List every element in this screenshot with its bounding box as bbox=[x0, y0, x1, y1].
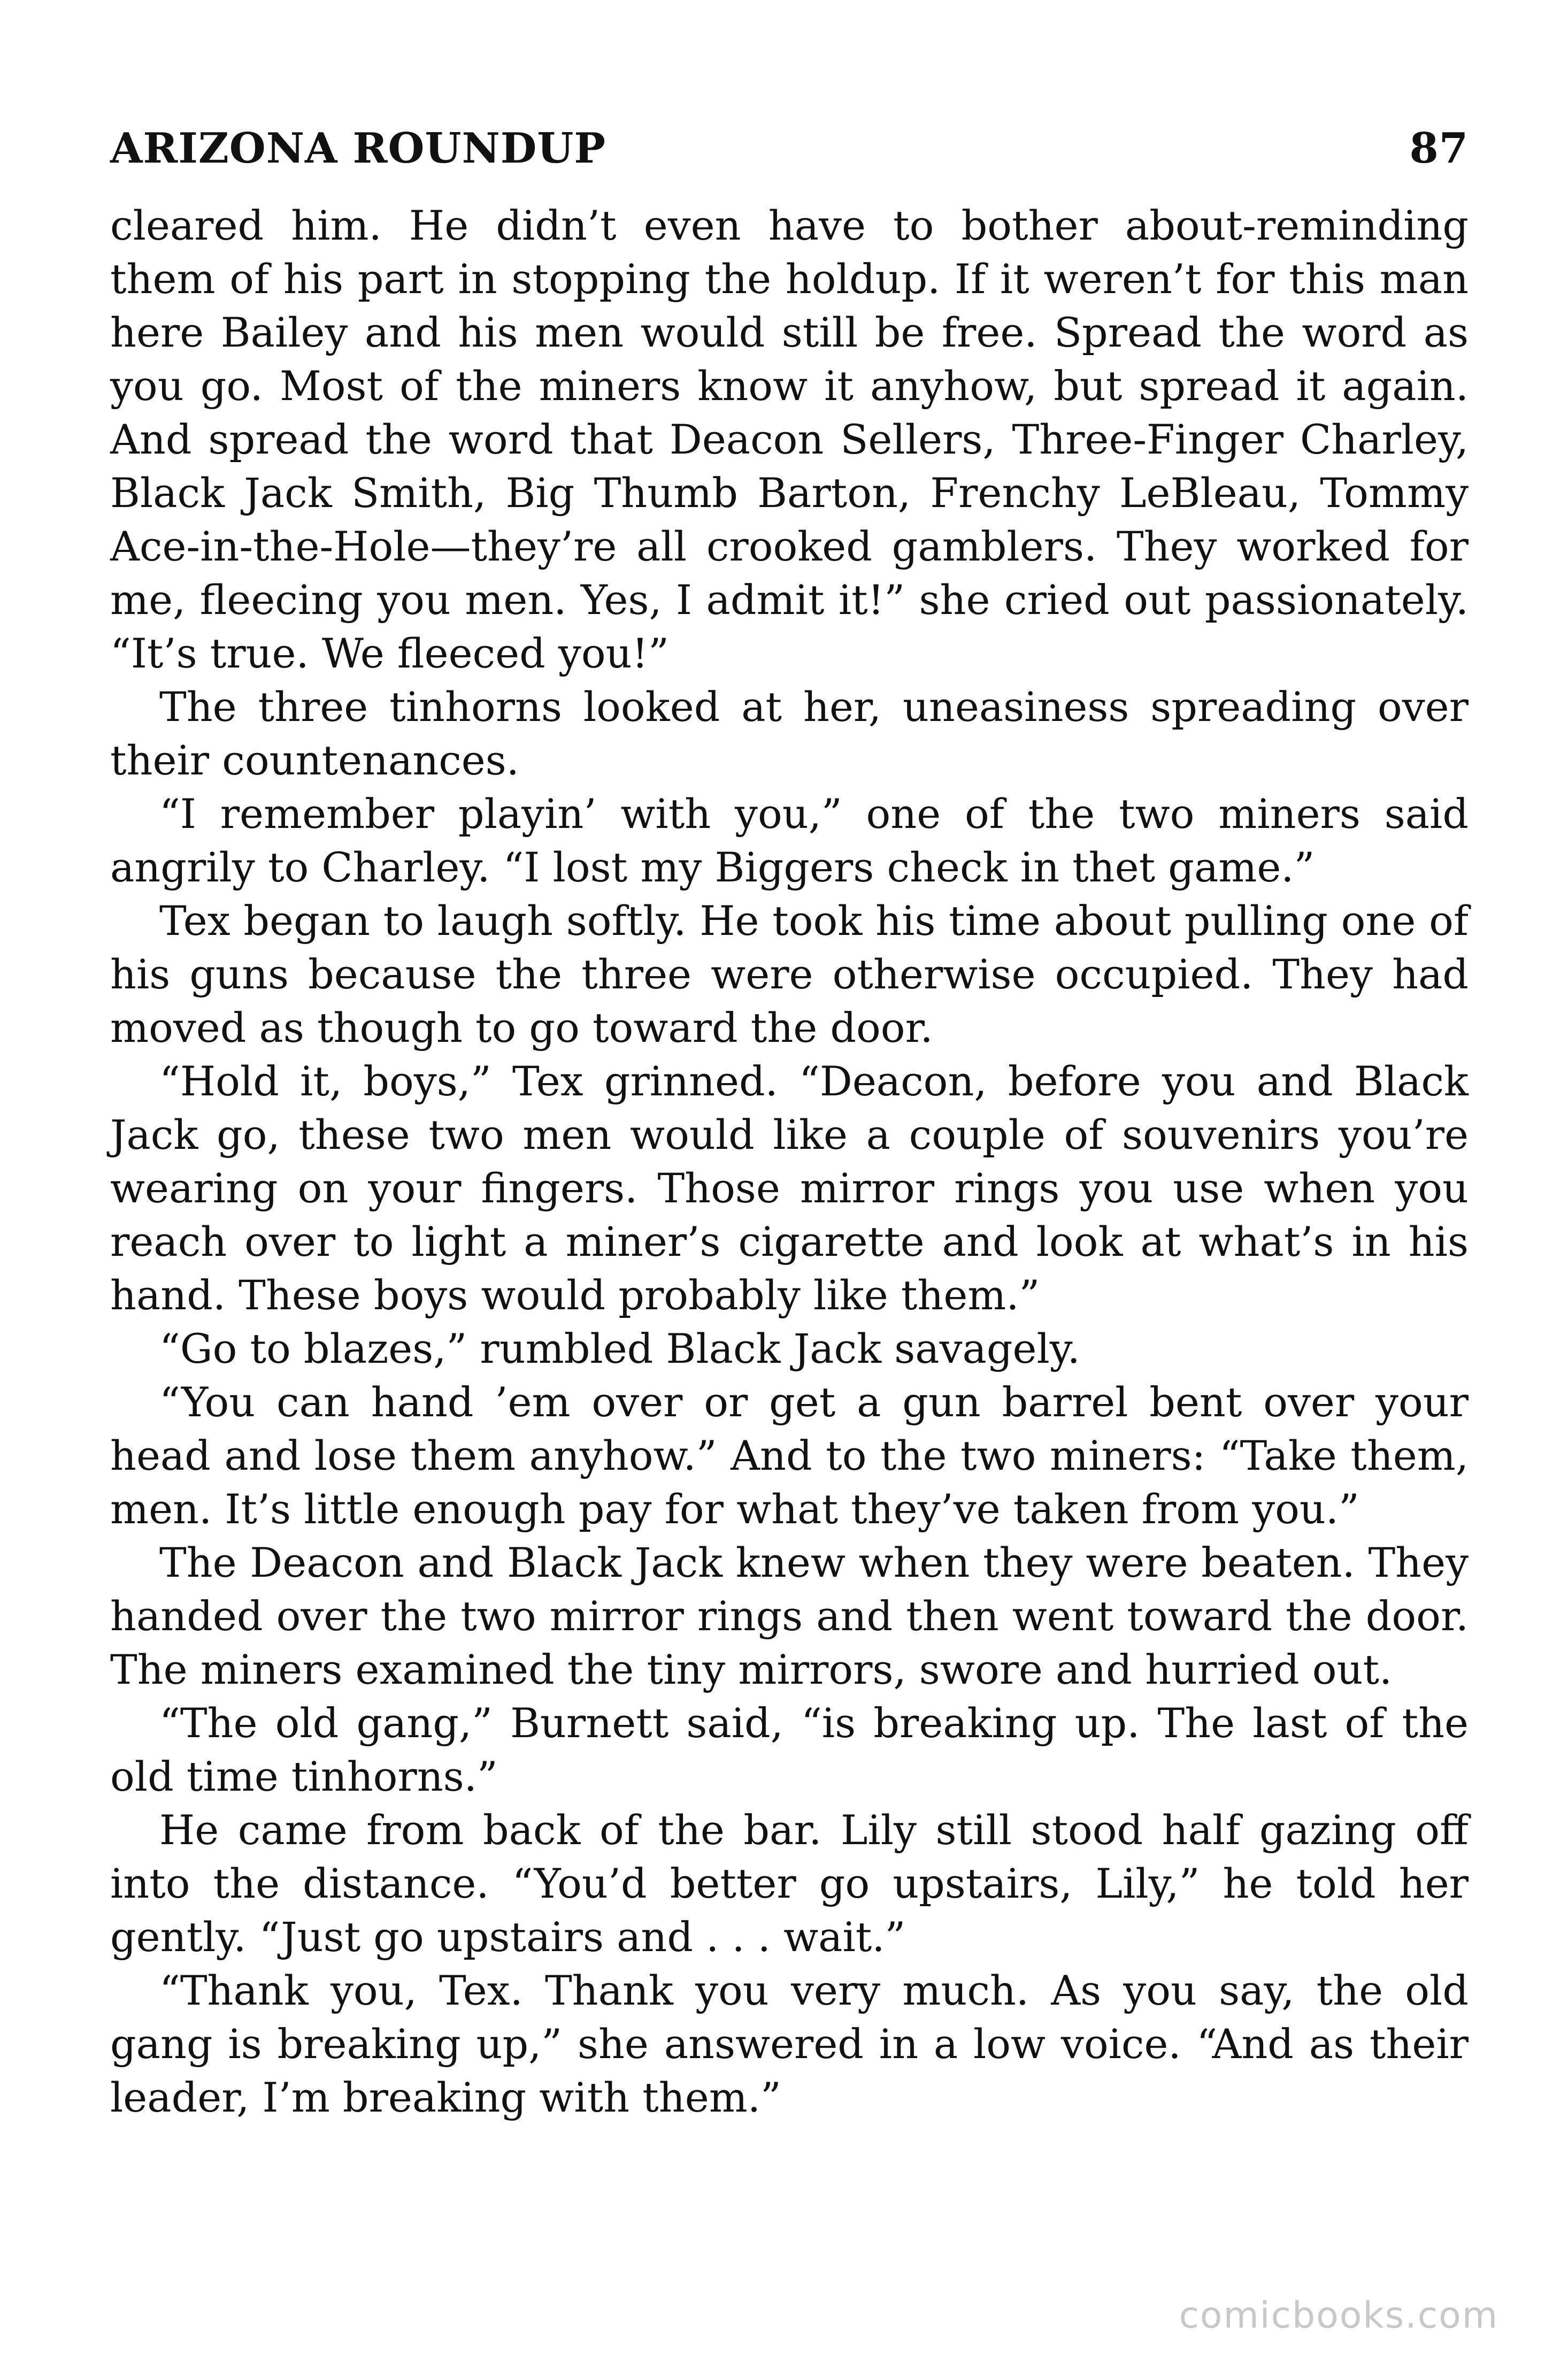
paragraph-4: Tex began to laugh softly. He took his time about pulling one of his guns because the three were otherwise occupied. They had moved as though to go toward the door. bbox=[110, 897, 1469, 1052]
paragraph-1: cleared him. He didn’t even have to bother about-reminding them of his part in stopping the holdup. If it weren’t for this man here Bailey and his men would still be free. Spread the word as you go. Most of the miners know it anyhow, but spread it again. And spread the word that Deacon Sellers, Three-Finger Charley, Black Jack Smith, Big Thumb Barton, Frenchy LeBleau, Tommy Ace-in-the-Hole—they’re all crooked gamblers. They worked for me, fleecing you men. Yes, I admit it!” she cried out passionately. “It’s true. We fleeced you!” bbox=[110, 202, 1469, 677]
book-title: ARIZONA ROUNDUP bbox=[110, 124, 606, 173]
paragraph-9: “The old gang,” Burnett said, “is breaking up. The last of the old time tinhorns.” bbox=[110, 1699, 1469, 1800]
paragraph-10: He came from back of the bar. Lily still stood half gazing off into the distance. “You’d better go upstairs, Lily,” he told her gently. “Just go upstairs and . . . wait.” bbox=[110, 1806, 1469, 1961]
paragraph-3: “I remember playin’ with you,” one of the two miners said angrily to Charley. “I lost my Biggers check in thet game.” bbox=[110, 790, 1469, 891]
watermark: comicbooks.com bbox=[1179, 2294, 1498, 2337]
paragraph-8: The Deacon and Black Jack knew when they were beaten. They handed over the two mirror rings and then went toward the door. The miners examined the tiny mirrors, swore and hurried out. bbox=[110, 1539, 1469, 1693]
running-head bbox=[110, 124, 1469, 188]
paragraph-11: “Thank you, Tex. Thank you very much. As you say, the old gang is breaking up,” she answered in a low voice. “And as their leader, I’m breaking with them.” bbox=[110, 1967, 1469, 2121]
paragraph-2: The three tinhorns looked at her, uneasiness spreading over their countenances. bbox=[110, 683, 1469, 784]
body-text bbox=[110, 199, 1469, 2124]
page-number: 87 bbox=[1409, 124, 1469, 173]
paragraph-6: “Go to blazes,” rumbled Black Jack savagely. bbox=[159, 1325, 1080, 1372]
paragraph-7: “You can hand ’em over or get a gun barrel bent over your head and lose them anyhow.” And to the two miners: “Take them, men. It’s little enough pay for what they’ve taken from you.” bbox=[110, 1378, 1469, 1533]
paragraph-5: “Hold it, boys,” Tex grinned. “Deacon, before you and Black Jack go, these two men would like a couple of souvenirs you’re wearing on your fingers. Those mirror rings you use when you reach over to light a miner’s cigarette and look at what’s in his hand. These boys would probably like them.” bbox=[110, 1057, 1469, 1319]
